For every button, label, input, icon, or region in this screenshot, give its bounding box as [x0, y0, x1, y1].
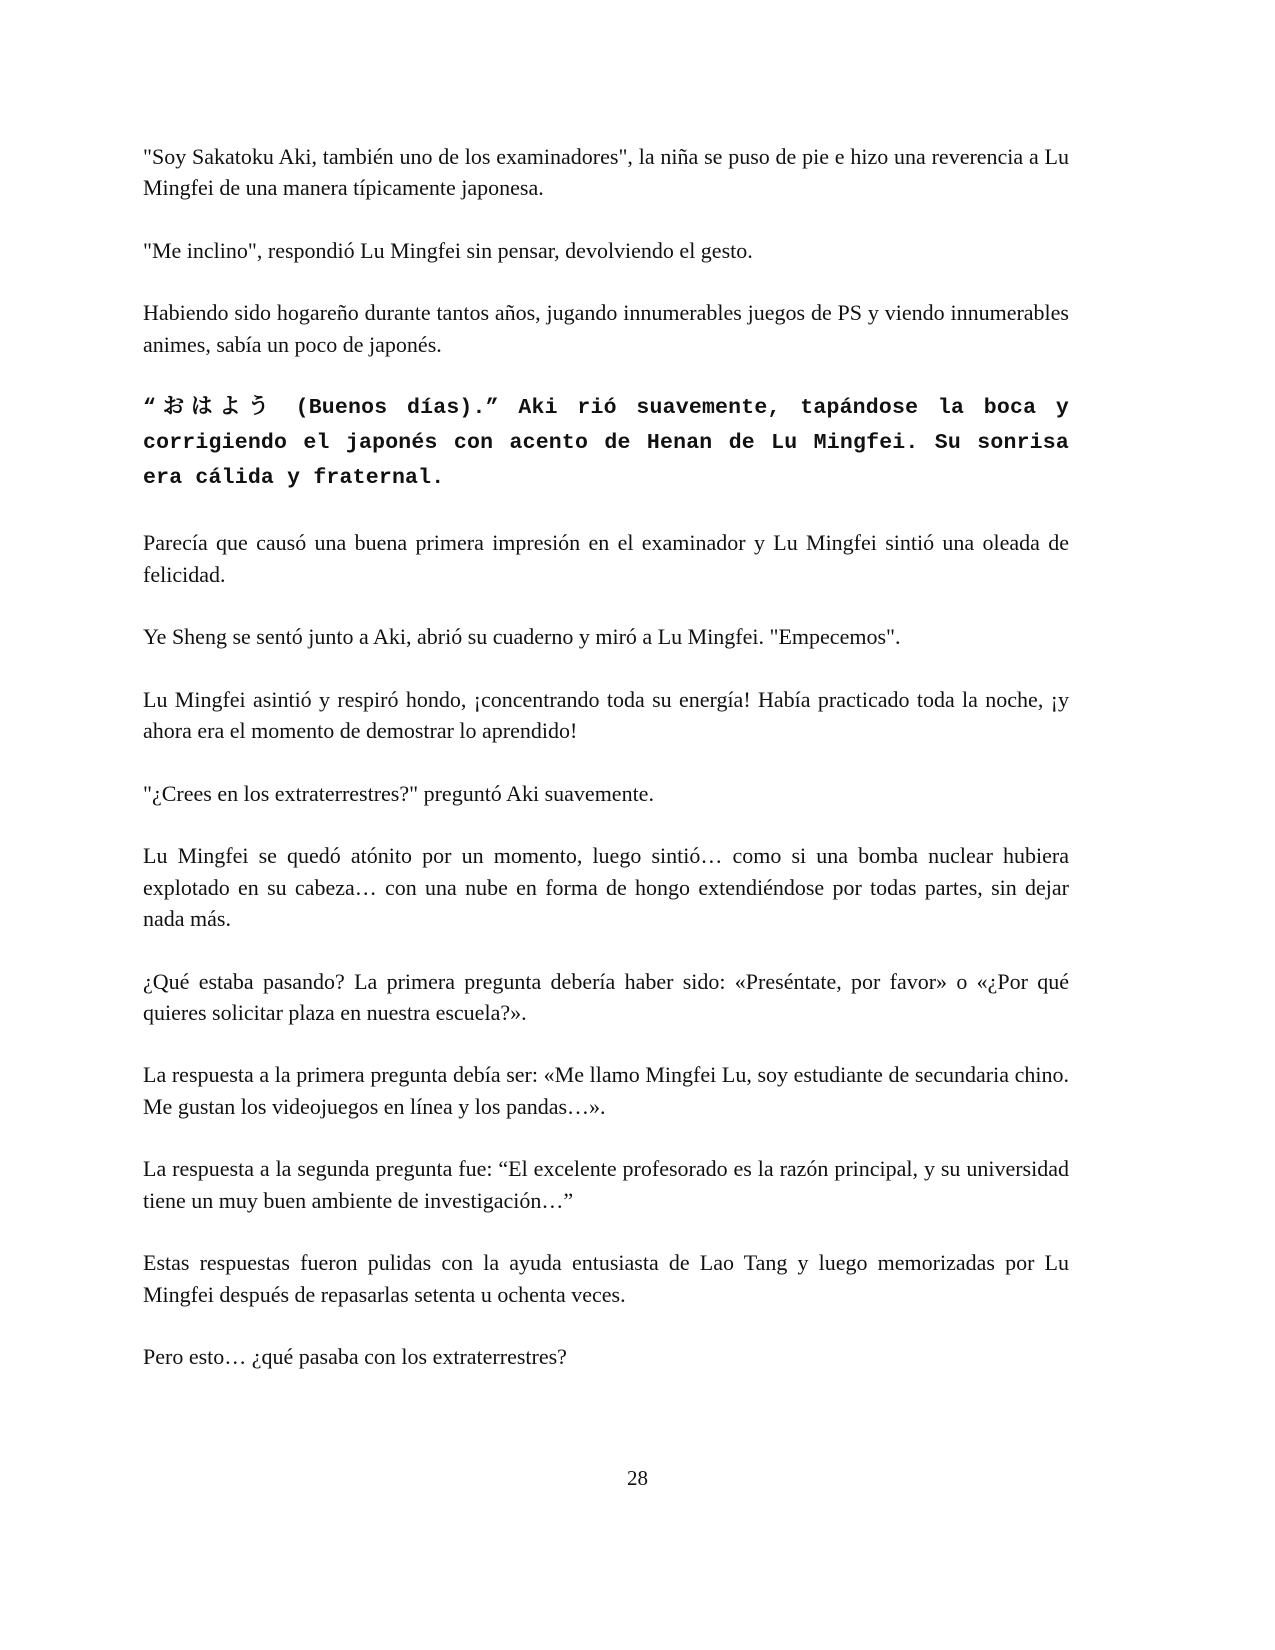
paragraph: "Soy Sakatoku Aki, también uno de los examinadores", la niña se puso de pie e hizo una reverencia a Lu Mingfei de una manera típicamente japonesa.: [143, 144, 1069, 201]
paragraph: Pero esto… ¿qué pasaba con los extraterrestres?: [143, 1344, 567, 1370]
paragraph: "¿Crees en los extraterrestres?" preguntó Aki suavemente.: [143, 780, 654, 806]
paragraph: "Me inclino", respondió Lu Mingfei sin pensar, devolviendo el gesto.: [143, 237, 753, 263]
page-body: [143, 141, 1069, 1404]
paragraph: Habiendo sido hogareño durante tantos años, jugando innumerables juegos de PS y viendo innumerables animes, sabía un poco de japonés.: [143, 300, 1069, 357]
paragraph: Estas respuestas fueron pulidas con la ayuda entusiasta de Lao Tang y luego memorizadas por Lu Mingfei después de repasarlas setenta u ochenta veces.: [143, 1250, 1069, 1307]
paragraph: ¿Qué estaba pasando? La primera pregunta debería haber sido: «Preséntate, por favor» o «¿Por qué quieres solicitar plaza en nuestra escuela?».: [143, 968, 1069, 1025]
paragraph: Lu Mingfei asintió y respiró hondo, ¡concentrando toda su energía! Había practicado toda la noche, ¡y ahora era el momento de demostrar lo aprendido!: [143, 686, 1069, 744]
paragraph: La respuesta a la primera pregunta debía ser: «Me llamo Mingfei Lu, soy estudiante de secundaria chino. Me gustan los videojuegos en línea y los pandas…».: [143, 1062, 1069, 1119]
paragraph: La respuesta a la segunda pregunta fue: “El excelente profesorado es la razón principal, y su universidad tiene un muy buen ambiente de investigación…”: [143, 1156, 1069, 1213]
paragraph: Lu Mingfei se quedó atónito por un momento, luego sintió… como si una bomba nuclear hubiera explotado en su cabeza… con una nube en forma de hongo extendiéndose por todas partes, sin dejar nada más.: [143, 843, 1069, 931]
paragraph: Ye Sheng se sentó junto a Aki, abrió su cuaderno y miró a Lu Mingfei. "Empecemos".: [143, 624, 901, 650]
paragraph: Parecía que causó una buena primera impresión en el examinador y Lu Mingfei sintió una oleada de felicidad.: [143, 530, 1069, 587]
paragraph-monospace: “おはよう (Buenos días).” Aki rió suavemente, tapándose la boca y corrigiendo el japonés con acento de Henan de Lu Mingfei. Su sonrisa era cálida y fraternal.: [143, 396, 1069, 491]
page-number: 28: [627, 1466, 648, 1490]
